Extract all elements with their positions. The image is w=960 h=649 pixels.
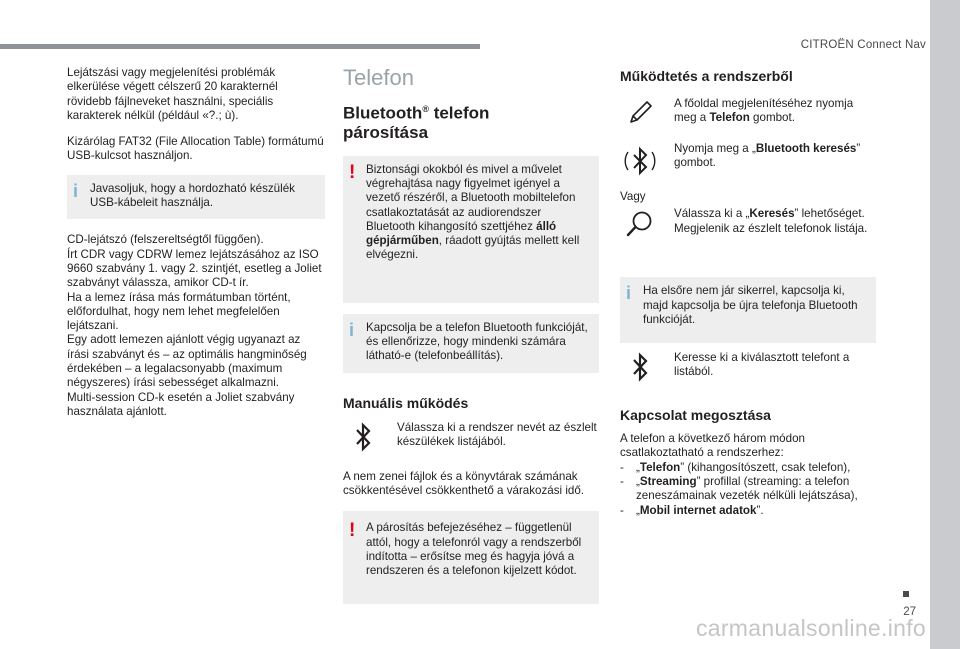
quote-mark: „ [636, 475, 640, 489]
info-note-retry [620, 277, 876, 343]
list-dash: - [620, 503, 624, 517]
info-icon: i [626, 283, 632, 304]
magnifier-icon [620, 207, 660, 247]
quote-mark: „ [636, 460, 640, 474]
info-note-text: Ha elsőre nem jár sikerrel, kapcsolja ki, majd kapcsolja be újra telefonja Bluetooth funkcióját. [643, 284, 858, 326]
warning-note-pairing-code [343, 511, 599, 604]
step-select-phone [620, 351, 876, 391]
paragraph-share-intro: A telefon a következő három módon csatlakoztatható a rendszerhez: [620, 432, 805, 460]
step-bluetooth-text [674, 142, 876, 171]
page-number: 27 [903, 606, 916, 618]
list-item-text [636, 475, 876, 504]
heading-sup: ® [422, 104, 429, 114]
pencil-icon [620, 97, 660, 137]
end-of-section-mark [903, 591, 909, 597]
warning-icon: ! [349, 161, 356, 183]
list-item-rest: ”. [756, 503, 764, 517]
warning-text: A párosítás befejezéséhez – függetlenül attól, hogy a telefonról vagy a rendszerből indította – erősítse meg és hagyja jóvá a rendszeren és a telefonon kijelzett kódot. [366, 521, 582, 578]
step-search [620, 207, 876, 265]
warning-text: , ráadott gyújtás mellett kell elvégezni. [366, 234, 580, 262]
heading-system-operation: Működtetés a rendszerből [620, 68, 793, 84]
info-note-bluetooth-visible [343, 314, 599, 373]
info-note-usb-cable [67, 175, 325, 220]
info-note-text: Kapcsolja be a telefon Bluetooth funkcióját, és ellenőrizze, hogy mindenki számára látható-e (telefonbeállítás). [366, 320, 588, 363]
list-item-bold: Mobil internet adatok [639, 503, 757, 517]
step-search-text [674, 207, 876, 236]
top-rule [0, 44, 480, 49]
list-dash: - [620, 475, 624, 489]
warning-text: Biztonsági okokból és mivel a művelet végrehajtása nagy figyelmet igényel a vezető részéről, a Bluetooth mobiltelefon csatlakoztatását az audiorendszer Bluetooth kihangosító szettjéhez [366, 162, 576, 233]
list-item-text [636, 461, 850, 475]
bluetooth-icon [620, 351, 660, 391]
column-3 [620, 66, 876, 518]
step-phone-text [674, 97, 876, 126]
heading-connection-sharing: Kapcsolat megosztása [620, 407, 771, 424]
heading-part: telefon [428, 103, 490, 123]
step-bluetooth-search [620, 142, 876, 186]
step-text: A főoldal megjelenítéséhez nyomja meg a [674, 97, 854, 125]
info-note-text: Javasoljuk, hogy a hordozható készülék USB-kábeleit használja. [90, 181, 295, 210]
heading-manual: Manuális működés [343, 394, 469, 411]
warning-icon: ! [349, 520, 356, 542]
text-or: Vagy [620, 190, 646, 203]
step-text-bold: Bluetooth keresés [755, 142, 857, 155]
bluetooth-search-icon [620, 142, 660, 182]
info-icon: i [349, 319, 355, 340]
step-select-phone-text: Keresse ki a kiválasztott telefont a listából. [674, 351, 850, 379]
step-phone-button [620, 97, 876, 133]
step-text: Válassza ki a „ [674, 207, 750, 221]
heading-part: Bluetooth [343, 103, 423, 123]
step-text: ” gombot. [674, 142, 861, 170]
step-text-bold: Keresés [749, 207, 795, 221]
list-item [620, 461, 876, 475]
section-title: Telefon [343, 65, 414, 90]
list-item [620, 504, 876, 518]
heading-bluetooth-pairing [343, 100, 599, 142]
list-item-rest: ” profillal (streaming: a telefon zeneszámainak vezeték nélküli lejátszása), [636, 475, 858, 503]
paragraph-waiting-time: A nem zenei fájlok és a könyvtárak számának csökkentésével csökkenthető a várakozási idő. [343, 469, 585, 497]
step-text: ” lehetőséget. Megjelenik az észlelt telefonok listája. [674, 207, 868, 235]
paragraph-filenames: Lejátszási vagy megjelenítési problémák elkerülése végett célszerű 20 karakternél rövidebb fájlneveket használni, speciális karakterek nélkül (például «?.; ù). [67, 66, 278, 122]
bluetooth-select-text: Válassza ki a rendszer nevét az észlelt készülékek listájából. [397, 420, 597, 448]
paragraph-fat32: Kizárólag FAT32 (File Allocation Table) formátumú USB-kulcsot használjon. [67, 135, 324, 163]
watermark: carmanualsonline.info [695, 615, 926, 641]
list-item-bold: Telefon [639, 460, 681, 474]
list-item-rest: ” (kihangosítószett, csak telefon), [680, 460, 851, 474]
list-item [620, 475, 876, 504]
step-text-bold: Telefon [709, 111, 750, 125]
bluetooth-icon [343, 421, 383, 461]
running-header: CITROËN Connect Nav [800, 39, 926, 51]
step-text: gombot. [749, 111, 795, 125]
bluetooth-select-row [343, 421, 599, 461]
warning-text-bold: álló gépjárműben [366, 219, 557, 248]
paragraph-cd-player: CD-lejátszó (felszereltségtől függően). Írt CDR vagy CDRW lemez lejátszásához az ISO 9660 szabvány 1. vagy 2. szintjét, esetleg a Joliet szabványt válassza, amikor CD-t ír. Ha a lemez írása más formátumban történt, előfordulhat, hogy nem lehet megfelelően lejátszani. Egy adott lemezen ajánlott végig ugyanazt az írási szabványt és – az optimális hangminőség érdekében – a legalacsonyabb (maximum négyszeres) írási sebességet alkalmazni. Multi-session CD-k esetén a Joliet szabvány használata ajánlott. [67, 233, 322, 418]
step-text: Nyomja meg a „ [674, 142, 756, 155]
info-icon: i [73, 180, 79, 201]
warning-note-safety [343, 156, 599, 303]
list-dash: - [620, 460, 624, 474]
quote-mark: „ [636, 503, 640, 517]
heading-line2: párosítása [343, 122, 429, 142]
column-1 [67, 66, 325, 419]
column-2 [343, 66, 599, 604]
list-item-bold: Streaming [639, 475, 697, 489]
list-item-text [636, 504, 764, 518]
side-strip [930, 0, 960, 649]
